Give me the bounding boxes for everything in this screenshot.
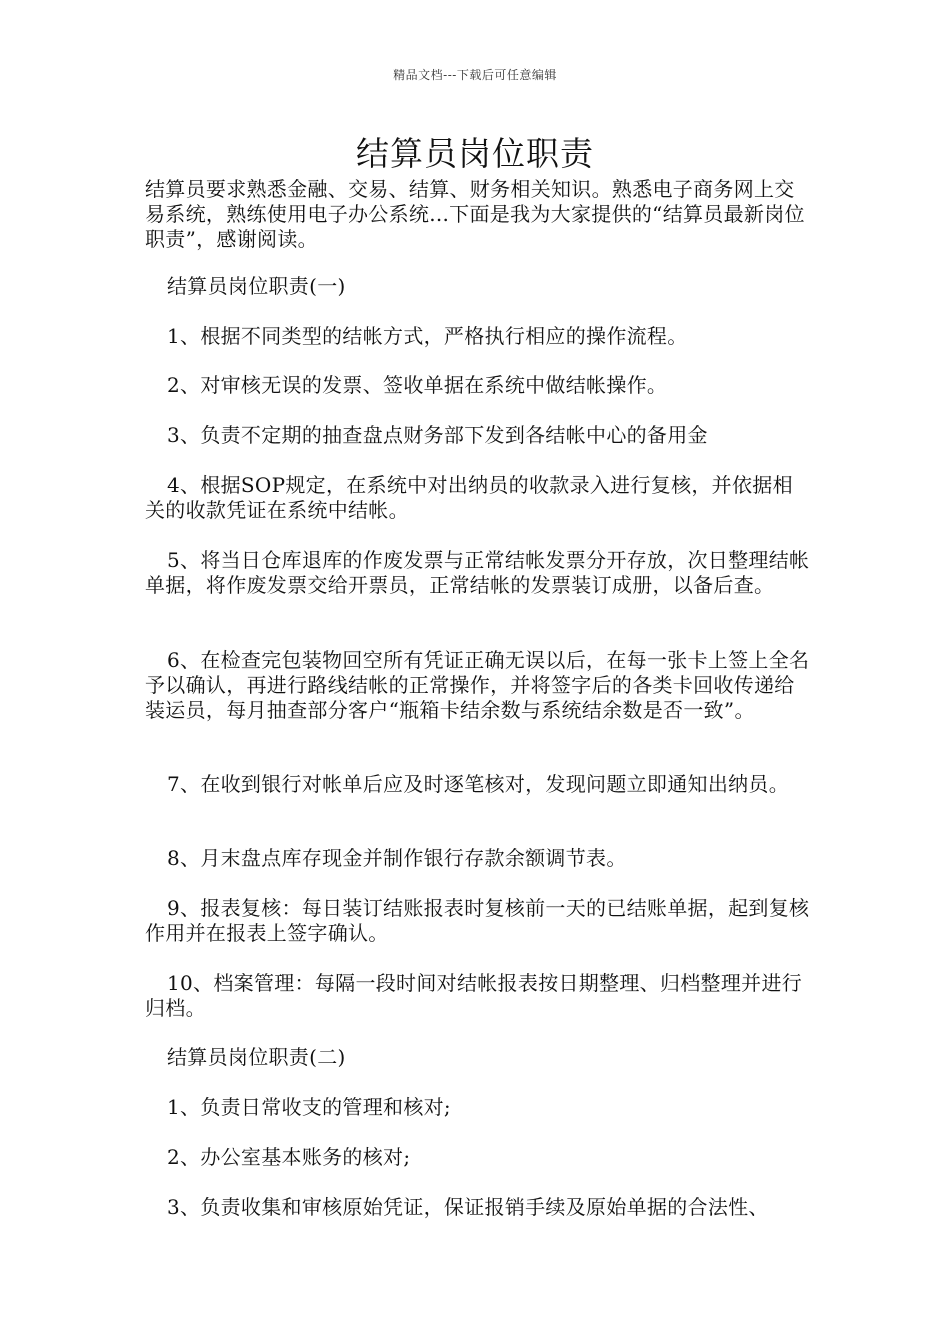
section-1-item-9: 9、报表复核：每日装订结账报表时复核前一天的已结账单据，起到复核作用并在报表上签字确认。 [145, 896, 810, 945]
section-1-item-3: 3、负责不定期的抽查盘点财务部下发到各结帐中心的备用金 [167, 423, 708, 447]
section-2-item-1: 1、负责日常收支的管理和核对; [167, 1095, 451, 1119]
intro-paragraph: 结算员要求熟悉金融、交易、结算、财务相关知识。熟悉电子商务网上交易系统，熟练使用电子办公系统...下面是我为大家提供的“结算员最新岗位职责”，感谢阅读。 [145, 177, 805, 251]
section-2-item-2: 2、办公室基本账务的核对; [167, 1145, 411, 1169]
section-1-item-1: 1、根据不同类型的结帐方式，严格执行相应的操作流程。 [167, 324, 688, 348]
header-note: 精品文档---下载后可任意编辑 [393, 68, 557, 82]
section-1-item-5: 5、将当日仓库退库的作废发票与正常结帐发票分开存放，次日整理结帐单据，将作废发票交给开票员，正常结帐的发票装订成册，以备后查。 [145, 548, 810, 597]
section-1-heading: 结算员岗位职责(一) [167, 274, 346, 298]
document-title: 结算员岗位职责 [356, 134, 594, 173]
section-1-item-2: 2、对审核无误的发票、签收单据在系统中做结帐操作。 [167, 373, 668, 397]
section-2-item-3: 3、负责收集和审核原始凭证，保证报销手续及原始单据的合法性、 [167, 1195, 769, 1219]
section-1-item-8: 8、月末盘点库存现金并制作银行存款余额调节表。 [167, 846, 627, 870]
section-1-item-10: 10、档案管理：每隔一段时间对结帐报表按日期整理、归档整理并进行归档。 [145, 971, 803, 1020]
section-1-item-7: 7、在收到银行对帐单后应及时逐笔核对，发现问题立即通知出纳员。 [167, 772, 790, 796]
section-2-heading: 结算员岗位职责(二) [167, 1045, 346, 1069]
section-1-item-6: 6、在检查完包装物回空所有凭证正确无误以后，在每一张卡上签上全名予以确认，再进行路线结帐的正常操作，并将签字后的各类卡回收传递给装运员，每月抽查部分客户“瓶箱卡结余数与系统结余数是否一致”。 [145, 648, 810, 722]
section-1-item-4: 4、根据SOP规定，在系统中对出纳员的收款录入进行复核，并依据相关的收款凭证在系统中结帐。 [145, 473, 793, 522]
